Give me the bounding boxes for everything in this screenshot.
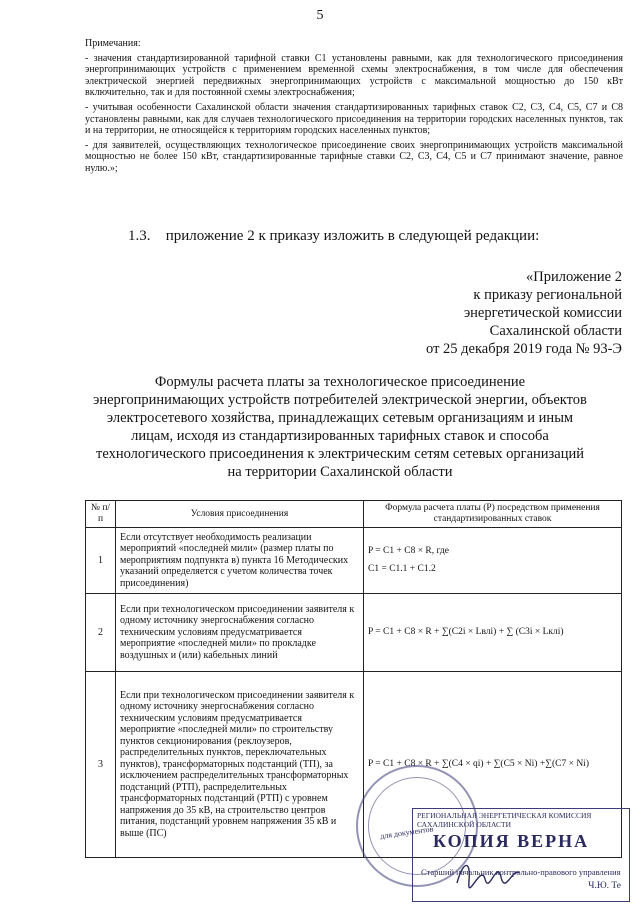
header-conditions: Условия присоединения bbox=[116, 501, 364, 528]
row-formula: P = C1 + C8 × R + ∑(C2i × Lвлi) + ∑ (C3i × Lклi) bbox=[364, 594, 622, 672]
note-item: - учитывая особенности Сахалинской области значения стандартизированных тарифных ставок С2, С3, С4, С5, С7 и С8 установлены равными, как для случаев технологического присоединения на территории городских населенных пунктов, так и на территории, не относящейся к территориям городских населенных пунктов; bbox=[85, 101, 623, 137]
formula-line: C1 = C1.1 + C1.2 bbox=[368, 563, 436, 574]
page-number: 5 bbox=[316, 8, 324, 23]
table-header-row bbox=[86, 501, 622, 528]
row-formula bbox=[364, 528, 622, 594]
clause-1-3 bbox=[128, 228, 539, 245]
stamp-copy-label: КОПИЯ ВЕРНА bbox=[433, 831, 590, 851]
row-conditions: Если при технологическом присоединении заявителя к одному источнику энергоснабжения согласно техническим условиям предусматривается мероприятие «последней мили» по прокладке воздушных и (или) кабельных линий bbox=[116, 594, 364, 672]
appendix-line: от 25 декабря 2019 года № 93-Э bbox=[426, 341, 622, 357]
title-line: технологического присоединения к электрическим сетям сетевых организаций bbox=[95, 446, 584, 462]
title-line: электросетевого хозяйства, принадлежащих сетевым организациям и иным bbox=[106, 410, 574, 426]
title-line: энергопринимающих устройств потребителей электрической энергии, объектов bbox=[93, 392, 587, 408]
header-num: № п/п bbox=[86, 501, 116, 528]
row-number: 3 bbox=[86, 672, 116, 858]
table-row bbox=[86, 528, 622, 594]
row-formula: P = C1 + C8 × R + ∑(C4 × qi) + ∑(C5 × Ni) +∑(C7 × Ni) bbox=[364, 672, 622, 858]
row-number: 2 bbox=[86, 594, 116, 672]
appendix-header bbox=[426, 268, 622, 358]
row-conditions: Если отсутствует необходимость реализации мероприятий «последней мили» (размер платы по мероприятиям подпункта в) пункта 16 Методических указаний определяется с учетом количества точек присоединения) bbox=[116, 528, 364, 594]
row-number: 1 bbox=[86, 528, 116, 594]
notes-section bbox=[85, 38, 623, 178]
notes-title: Примечания: bbox=[85, 38, 141, 49]
appendix-line: энергетической комиссии bbox=[463, 305, 622, 321]
stamp-organization: РЕГИОНАЛЬНАЯ ЭНЕРГЕТИЧЕСКАЯ КОМИССИЯ САХАЛИНСКОЙ ОБЛАСТИ bbox=[417, 811, 592, 829]
formula-line: P = C1 + C8 × R, где bbox=[368, 546, 449, 556]
certification-stamp bbox=[412, 808, 630, 902]
title-line: Формулы расчета платы за технологическое присоединение bbox=[154, 374, 526, 390]
title-line: лицам, исходя из стандартизированных тарифных ставок и способа bbox=[131, 428, 549, 444]
clause-number: 1.3. bbox=[128, 228, 151, 244]
signature-icon bbox=[453, 853, 523, 893]
formula-table bbox=[85, 500, 622, 858]
stamp-position: Старший начальник контрольно-правового управления bbox=[421, 867, 621, 877]
appendix-line: к приказу региональной bbox=[473, 287, 622, 303]
stamp-signer-name: Ч.Ю. Те bbox=[588, 881, 621, 891]
appendix-line: Сахалинской области bbox=[489, 323, 622, 339]
title-line: на территории Сахалинской области bbox=[227, 464, 453, 480]
row-conditions: Если при технологическом присоединении заявителя к одному источнику энергоснабжения согласно техническим условиям предусматривается мероприятие «последней мили» по строительству пунктов секционирования (реклоузеров, распределительных пунктов, переключательных пунктов), трансформаторных подстанций (ТП), за исключением распределительных трансформаторных подстанций (РТП), распределительных трансформаторных подстанций (РТП) с уровнем напряжения до 35 кВ, на строительство центров питания, подстанций уровнем напряжения 35 кВ и выше (ПС) bbox=[116, 672, 364, 858]
clause-text: приложение 2 к приказу изложить в следующей редакции: bbox=[165, 228, 540, 244]
table-row bbox=[86, 594, 622, 672]
stamp-doc-label: для документов bbox=[379, 824, 434, 841]
appendix-line: «Приложение 2 bbox=[526, 269, 622, 285]
document-title bbox=[70, 373, 610, 481]
header-formula: Формула расчета платы (Р) посредством применения стандартизированных ставок bbox=[364, 501, 622, 528]
note-item: - значения стандартизированной тарифной ставки С1 установлены равными, как для технологического присоединения энергопринимающих устройств с применением временной схемы электроснабжения, в том числе для обеспечения электрической энергией передвижных энергопринимающих устройств с максимальной мощностью до 150 кВт включительно, так и для постоянной схемы электроснабжения; bbox=[85, 52, 623, 99]
note-item: - для заявителей, осуществляющих технологическое присоединение своих энергопринимающих устройств максимальной мощностью не более 150 кВт, стандартизированные тарифные ставки С2, С3, С4, С5 и С7 принимают значение, равное нулю.»; bbox=[85, 139, 623, 174]
